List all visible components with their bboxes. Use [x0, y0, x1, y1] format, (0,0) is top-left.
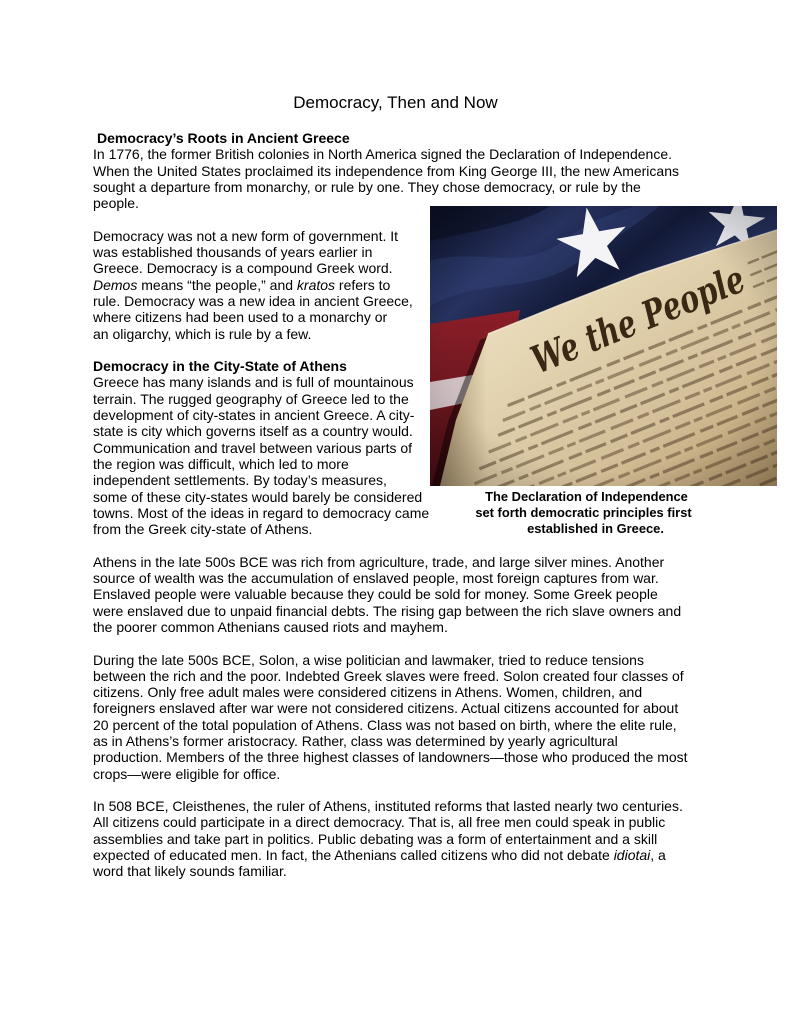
body-line: from the Greek city-state of Athens.: [93, 521, 313, 538]
body-line: towns. Most of the ideas in regard to democracy came: [93, 504, 430, 521]
paragraph: [93, 652, 688, 782]
section-heading: Democracy’s Roots in Ancient Greece: [97, 130, 350, 146]
body-line: foreigners enslaved after war were not considered citizens. Actual citizens accounted for about: [93, 700, 679, 717]
line-text: , a: [650, 847, 666, 864]
body-line: In 508 BCE, Cleisthenes, the ruler of Athens, instituted reforms that lasted nearly two centuries.: [93, 798, 683, 815]
body-line: people.: [93, 195, 139, 212]
body-line: rule. Democracy was a new idea in ancient Greece,: [93, 292, 413, 309]
paragraph: [93, 554, 688, 635]
caption-line: The Declaration of Independence: [485, 488, 688, 504]
italic-term: idiotai: [613, 847, 651, 864]
body-line: the region was difficult, which led to more: [93, 455, 349, 472]
body-line: independent settlements. By today’s measures,: [93, 472, 387, 489]
body-line: where citizens had been used to a monarchy or: [93, 309, 388, 326]
body-line: [93, 847, 688, 863]
photo-vignette: [430, 206, 777, 486]
body-line: assemblies and take part in politics. Public debating was a form of entertainment and a skill: [93, 830, 658, 847]
italic-term: Demos: [93, 276, 138, 293]
body-line: terrain. The rugged geography of Greece led to the: [93, 390, 409, 407]
body-line: Greece. Democracy is a compound Greek word.: [93, 260, 393, 277]
document-title: Democracy, Then and Now: [293, 93, 498, 112]
body-line: Greece has many islands and is full of mountainous: [93, 374, 414, 391]
body-line: the poorer common Athenians caused riots and mayhem.: [93, 618, 448, 635]
line-text: expected of educated men. In fact, the Athenians called citizens who did not debate: [93, 847, 614, 864]
paragraph: [93, 146, 688, 211]
figure-caption: [471, 489, 702, 538]
body-line: between the rich and the poor. Indebted Greek slaves were freed. Solon created four classes of: [93, 667, 684, 684]
line-text: refers to: [335, 276, 391, 293]
body-line: were enslaved due to unpaid financial debts. The rising gap between the rich slave owners and: [93, 602, 682, 619]
body-line: Enslaved people were valuable because they could be sold for money. Some Greek people: [93, 586, 658, 603]
body-line: crops—were eligible for office.: [93, 765, 281, 782]
paragraph: [93, 798, 688, 879]
section-heading: Democracy in the City-State of Athens: [93, 358, 347, 375]
body-line: an oligarchy, which is rule by a few.: [93, 325, 312, 342]
body-line: During the late 500s BCE, Solon, a wise politician and lawmaker, tried to reduce tensions: [93, 651, 644, 668]
body-line: All citizens could participate in a direct democracy. That is, all free men could speak in public: [93, 814, 666, 831]
body-line: some of these city-states would barely be considered: [93, 488, 423, 505]
body-line: sought a departure from monarchy, or rule by one. They chose democracy, or rule by the: [93, 178, 641, 195]
body-line: Democracy was not a new form of government. It: [93, 227, 399, 244]
body-line: word that likely sounds familiar.: [93, 863, 287, 880]
body-line: 20 percent of the total population of Athens. Class was not based on birth, where the elite rule,: [93, 716, 677, 733]
body-line: development of city-states in ancient Greece. A city-: [93, 407, 415, 424]
declaration-photo: [430, 206, 777, 486]
body-line: state is city which governs itself as a country would.: [93, 423, 413, 440]
body-line: In 1776, the former British colonies in North America signed the Declaration of Independence.: [93, 146, 672, 163]
body-line: was established thousands of years earlier in: [93, 244, 373, 261]
caption-line: established in Greece.: [527, 521, 664, 537]
italic-term: kratos: [296, 276, 336, 293]
body-line: as in Athens’s former aristocracy. Rather, class was determined by yearly agricultural: [93, 732, 618, 749]
body-line: When the United States proclaimed its independence from King George III, the new Americans: [93, 162, 679, 179]
body-line: source of wealth was the accumulation of enslaved people, most foreign captures from war.: [93, 570, 659, 587]
caption-line: set forth democratic principles first: [475, 504, 692, 520]
body-line: production. Members of the three highest classes of landowners—those who produced the most: [93, 749, 688, 766]
body-line: citizens. Only free adult males were considered citizens in Athens. Women, children, and: [93, 684, 643, 701]
body-line: Communication and travel between various parts of: [93, 439, 413, 456]
declaration-photo-svg: [430, 206, 777, 486]
line-text: means “the people,” and: [137, 276, 297, 293]
body-line: Athens in the late 500s BCE was rich from agriculture, trade, and large silver mines. Another: [93, 553, 665, 570]
